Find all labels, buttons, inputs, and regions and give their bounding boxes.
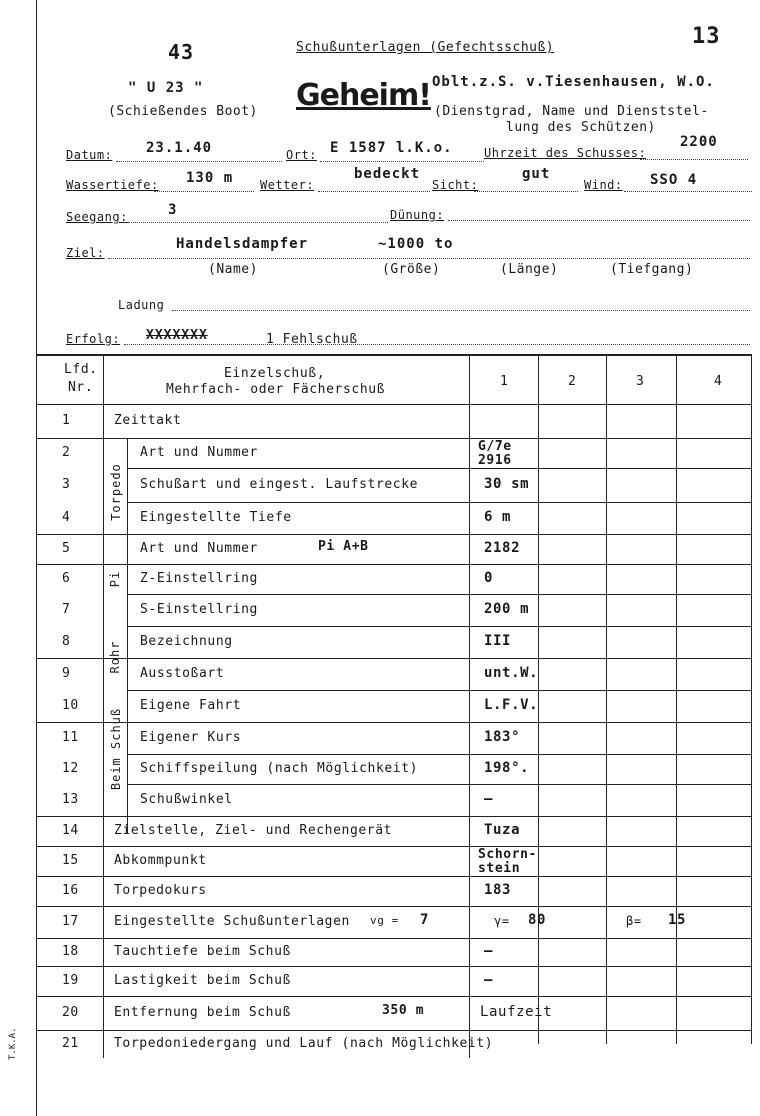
row-value: Laufzeit (480, 1004, 553, 1020)
header-lfd: Lfd. (64, 362, 98, 377)
row-label: S-Einstellring (140, 602, 258, 617)
shooter-value: Oblt.z.S. v.Tiesenhausen, W.O. (432, 74, 715, 90)
row-number: 2 (62, 445, 71, 460)
row-value: 198°. (484, 760, 530, 776)
header-col4: 4 (714, 374, 723, 389)
row-value: G/7e (478, 439, 512, 454)
header-col2: 2 (568, 374, 577, 389)
table-row-divider (36, 1030, 752, 1031)
shooter-label-2: lung des Schützen) (506, 120, 656, 135)
row-label: Ausstoßart (140, 666, 225, 681)
row-value: 30 sm (484, 476, 530, 492)
sicht-label: Sicht: (432, 178, 479, 192)
form-title: Schußunterlagen (Gefechtsschuß) (296, 40, 555, 55)
table-row-divider (127, 690, 752, 691)
uhrzeit-label: Uhrzeit des Schusses: (484, 146, 647, 160)
row-label: Lastigkeit beim Schuß (114, 973, 291, 988)
row-number: 3 (62, 477, 71, 492)
row-label: Abkommpunkt (114, 853, 207, 868)
row-number: 15 (62, 853, 79, 868)
row-label: Eigener Kurs (140, 730, 242, 745)
row-label: Eingestellte Schußunterlagen (114, 914, 350, 929)
row-value: L.F.V. (484, 697, 539, 713)
row-extra: 350 m (382, 1003, 425, 1018)
row-label: Schiffspeilung (nach Möglichkeit) (140, 761, 419, 776)
group-rohr: Rohr (108, 640, 122, 674)
uhrzeit-value: 2200 (680, 134, 718, 150)
ziel-size: ~1000 to (378, 236, 454, 252)
row-value: 200 m (484, 601, 530, 617)
table-row-divider (36, 658, 752, 659)
wind-value: SSO 4 (650, 172, 698, 188)
row-number: 8 (62, 634, 71, 649)
ladung-label: Ladung (118, 298, 165, 312)
row-number: 16 (62, 883, 79, 898)
row-number: 6 (62, 571, 71, 586)
table-row-divider (36, 438, 752, 439)
header-nr: Nr. (68, 380, 94, 395)
row-label: Bezeichnung (140, 634, 233, 649)
ziel-laenge-label: (Länge) (500, 262, 559, 277)
row-number: 19 (62, 973, 79, 988)
row-label: Art und Nummer (140, 541, 258, 556)
sicht-value: gut (522, 166, 551, 182)
row-number: 9 (62, 666, 71, 681)
erfolg-struck: XXXXXXX (146, 328, 208, 343)
erfolg-value: 1 Fehlschuß (266, 332, 358, 347)
table-row-divider (127, 784, 752, 785)
row-number: 5 (62, 541, 71, 556)
v-label: vg = (370, 914, 399, 927)
datum-value: 23.1.40 (146, 140, 213, 156)
row-label: Schußart und eingest. Laufstrecke (140, 477, 419, 492)
shooter-label-1: (Dienstgrad, Name und Dienststel- (434, 104, 709, 119)
row-value: 183° (484, 729, 521, 745)
boat-label: (Schießendes Boot) (108, 104, 258, 119)
row-number: 7 (62, 602, 71, 617)
row-number: 17 (62, 914, 79, 929)
row-value: 183 (484, 882, 512, 898)
table-row-divider (36, 966, 752, 967)
beta-value: 15 (668, 912, 687, 928)
row-number: 1 (62, 413, 71, 428)
page-number-left: 43 (168, 40, 195, 64)
row-label: Zielstelle, Ziel- und Rechengerät (114, 823, 393, 838)
table-row-divider (127, 594, 752, 595)
secret-stamp: Geheim! (296, 78, 431, 113)
row-value: III (484, 633, 512, 649)
seegang-label: Seegang: (66, 210, 128, 224)
wassertiefe-label: Wassertiefe: (66, 178, 159, 192)
gamma-label: γ= (494, 914, 510, 928)
duenung-label: Dünung: (390, 208, 445, 222)
wetter-value: bedeckt (354, 166, 421, 182)
header-desc-1: Einzelschuß, (224, 366, 326, 381)
table-row-divider (36, 876, 752, 877)
row-number: 10 (62, 698, 79, 713)
ort-label: Ort: (286, 148, 317, 162)
row-value: 2182 (484, 540, 521, 556)
ziel-label: Ziel: (66, 246, 105, 260)
row-value: unt.W. (484, 665, 539, 681)
row-number: 13 (62, 792, 79, 807)
header-col1: 1 (500, 374, 509, 389)
table-row-divider (36, 938, 752, 939)
row-label: Torpedokurs (114, 883, 207, 898)
wind-label: Wind: (584, 178, 623, 192)
row-label: Schußwinkel (140, 792, 233, 807)
erfolg-label: Erfolg: (66, 332, 121, 346)
row-number: 14 (62, 823, 79, 838)
group-torpedo: Torpedo (109, 463, 123, 521)
ziel-groesse-label: (Größe) (382, 262, 441, 277)
row-label: Tauchtiefe beim Schuß (114, 944, 291, 959)
row-label: Zeittakt (114, 413, 182, 428)
header-desc-2: Mehrfach- oder Fächerschuß (166, 382, 386, 397)
header-col3: 3 (636, 374, 645, 389)
row-value: – (484, 972, 494, 988)
group-pi: Pi (108, 570, 122, 588)
table-row-divider (36, 722, 752, 723)
row-value: – (484, 943, 494, 959)
row-number: 20 (62, 1005, 79, 1020)
table-row-divider (36, 846, 752, 847)
beta-label: β= (626, 914, 642, 928)
gamma-value: 80 (528, 912, 547, 928)
ort-value: E 1587 l.K.o. (330, 140, 453, 156)
row-label: Torpedoniedergang und Lauf (nach Möglichkeit) (114, 1036, 494, 1051)
row-value-2: stein (478, 861, 521, 876)
ziel-value: Handelsdampfer (176, 236, 309, 252)
ziel-tiefgang-label: (Tiefgang) (610, 262, 694, 277)
row-number: 4 (62, 510, 71, 525)
table-row-divider (36, 996, 752, 997)
row-number: 21 (62, 1036, 79, 1051)
table-row-divider (36, 404, 752, 405)
table-row-divider (127, 502, 752, 503)
table-row-divider (127, 754, 752, 755)
table-row-divider (36, 816, 752, 817)
row-label: Eigene Fahrt (140, 698, 242, 713)
row-label: Art und Nummer (140, 445, 258, 460)
row-extra: Pi A+B (318, 539, 369, 554)
row-value: 6 m (484, 509, 512, 525)
table-row-divider (127, 626, 752, 627)
row-label: Entfernung beim Schuß (114, 1005, 291, 1020)
group-beim-schuss: Beim Schuß (109, 707, 123, 791)
row-label: Eingestellte Tiefe (140, 510, 292, 525)
row-value: – (484, 791, 494, 807)
row-label: Z-Einstellring (140, 571, 258, 586)
row-value: 0 (484, 570, 494, 586)
boat-value: " U 23 " (128, 80, 204, 96)
row-number: 12 (62, 761, 79, 776)
row-number: 11 (62, 730, 79, 745)
row-value: Tuza (484, 822, 521, 838)
table-row-divider (36, 534, 752, 535)
ziel-name-label: (Name) (208, 262, 258, 277)
seegang-value: 3 (168, 202, 178, 218)
v-value: 7 (420, 912, 430, 928)
table-row-divider (36, 564, 752, 565)
table-row-divider (127, 468, 752, 469)
row-number: 18 (62, 944, 79, 959)
wassertiefe-value: 130 m (186, 170, 234, 186)
margin-note: T.K.A. (8, 1027, 18, 1060)
wetter-label: Wetter: (260, 178, 315, 192)
row-value: Schorn- (478, 847, 537, 862)
datum-label: Datum: (66, 148, 113, 162)
page-number-right: 13 (692, 24, 721, 49)
row-value-2: 2916 (478, 453, 512, 468)
table-row-divider (36, 906, 752, 907)
